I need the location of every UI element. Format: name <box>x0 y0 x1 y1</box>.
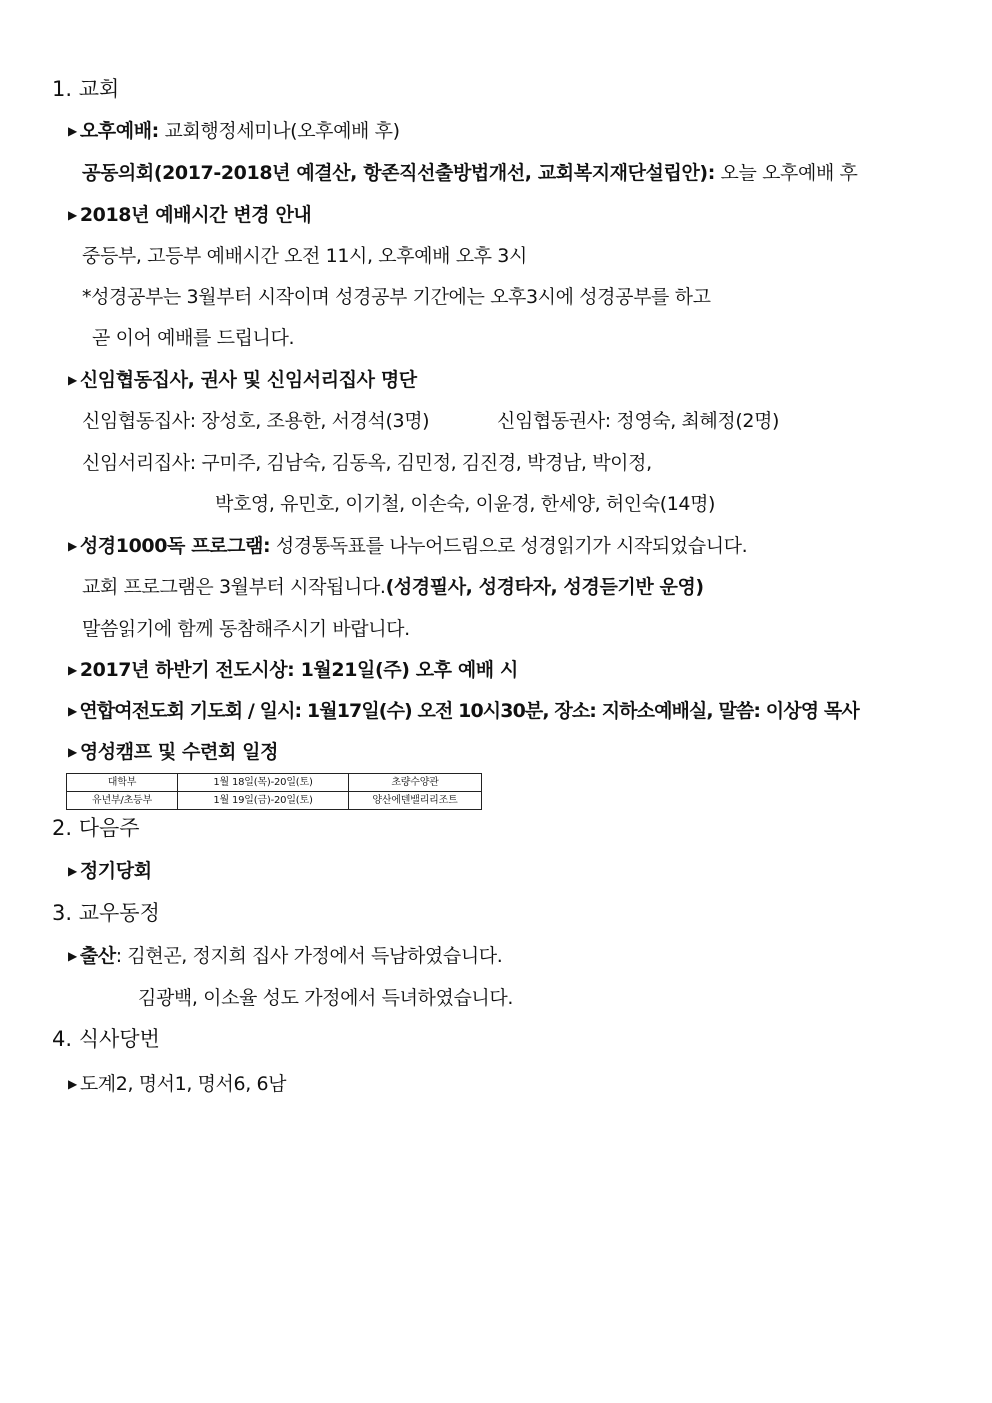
birth-item <box>68 943 502 969</box>
officers-line-2: 신임서리집사: 구미주, 김남숙, 김동옥, 김민정, 김진경, 박경남, 박이정, <box>82 452 652 474</box>
council-text: 오늘 오후예배 후 <box>714 162 858 184</box>
bible-program-item <box>68 533 747 559</box>
schedule-line-1: 중등부, 고등부 예배시간 오전 11시, 오후예배 오후 3시 <box>82 245 527 267</box>
bullet-icon: ▶ <box>68 539 77 553</box>
bullet-icon: ▶ <box>68 704 77 718</box>
table-cell: 대학부 <box>67 774 178 792</box>
section-heading-next-week: 2. 다음주 <box>52 816 140 840</box>
bullet-icon: ▶ <box>68 864 77 878</box>
schedule-line-2: *성경공부는 3월부터 시작이며 성경공부 기간에는 오후3시에 성경공부를 하고 <box>82 286 711 308</box>
table-cell: 1월 18일(목)-20일(토) <box>178 774 349 792</box>
section-heading-meals: 4. 식사당번 <box>52 1027 160 1051</box>
table-row <box>67 774 482 792</box>
schedule-title: ▶ 2018년 예배시간 변경 안내 <box>68 204 312 226</box>
officers-line-1b: 신임협동권사: 정영숙, 최혜정(2명) <box>497 410 780 432</box>
schedule-line-3: 곧 이어 예배를 드립니다. <box>92 327 295 349</box>
birth-text-2: 김광백, 이소율 성도 가정에서 득녀하였습니다. <box>138 987 513 1009</box>
camp-title: ▶ 영성캠프 및 수련회 일정 <box>68 741 279 763</box>
prayer-meeting-item: ▶ 연합여전도회 기도회 / 일시: 1월17일(수) 오전 10시30분, 장소: 지하소예배실, 말씀: 이상영 목사 <box>68 700 859 722</box>
bullet-icon: ▶ <box>68 124 77 138</box>
council-label: 공동의회(2017-2018년 예결산, 항존직선출방법개선, 교회복지재단설립안): <box>82 162 715 184</box>
bible-program-label: 성경1000독 프로그램: <box>79 535 271 557</box>
bullet-icon: ▶ <box>68 745 77 759</box>
bible-program-text: 성경통독표를 나누어드림으로 성경읽기가 시작되었습니다. <box>270 535 748 557</box>
camp-schedule-table <box>66 773 482 810</box>
officers-line-1a: 신임협동집사: 장성호, 조용한, 서경석(3명) <box>82 410 430 432</box>
table-cell: 양산에덴밸리리조트 <box>349 792 482 810</box>
next-week-item: ▶ 정기당회 <box>68 860 152 882</box>
table-cell: 초량수양관 <box>349 774 482 792</box>
meal-duty-item: ▶ 도계2, 명서1, 명서6, 6남 <box>68 1073 287 1095</box>
table-cell: 유년부/초등부 <box>67 792 178 810</box>
afternoon-service-label: 오후예배: <box>79 120 159 142</box>
bullet-icon: ▶ <box>68 949 77 963</box>
bullet-icon: ▶ <box>68 373 77 387</box>
table-row <box>67 792 482 810</box>
bible-program-line-3: 말씀읽기에 함께 동참해주시기 바랍니다. <box>82 618 410 640</box>
table-cell: 1월 19일(금)-20일(토) <box>178 792 349 810</box>
section-heading-church: 1. 교회 <box>52 77 120 101</box>
bullet-icon: ▶ <box>68 663 77 677</box>
section-heading-members: 3. 교우동정 <box>52 901 160 925</box>
bible-program-line-2: 교회 프로그램은 3월부터 시작됩니다.(성경필사, 성경타자, 성경듣기반 운영) <box>82 576 704 598</box>
officers-title: ▶ 신임협동집사, 권사 및 신임서리집사 명단 <box>68 369 417 391</box>
birth-label: 출산 <box>79 945 116 967</box>
afternoon-service-item <box>68 118 400 144</box>
birth-text-1: : 김현곤, 정지희 집사 가정에서 득남하였습니다. <box>115 945 503 967</box>
afternoon-service-text: 교회행정세미나(오후예배 후) <box>158 120 400 142</box>
bullet-icon: ▶ <box>68 1077 77 1091</box>
bullet-icon: ▶ <box>68 208 77 222</box>
officers-line-3: 박호영, 유민호, 이기철, 이손숙, 이윤경, 한세양, 허인숙(14명) <box>215 493 716 515</box>
evangelism-award-item: ▶ 2017년 하반기 전도시상: 1월21일(주) 오후 예배 시 <box>68 659 518 681</box>
council-item <box>82 160 858 186</box>
